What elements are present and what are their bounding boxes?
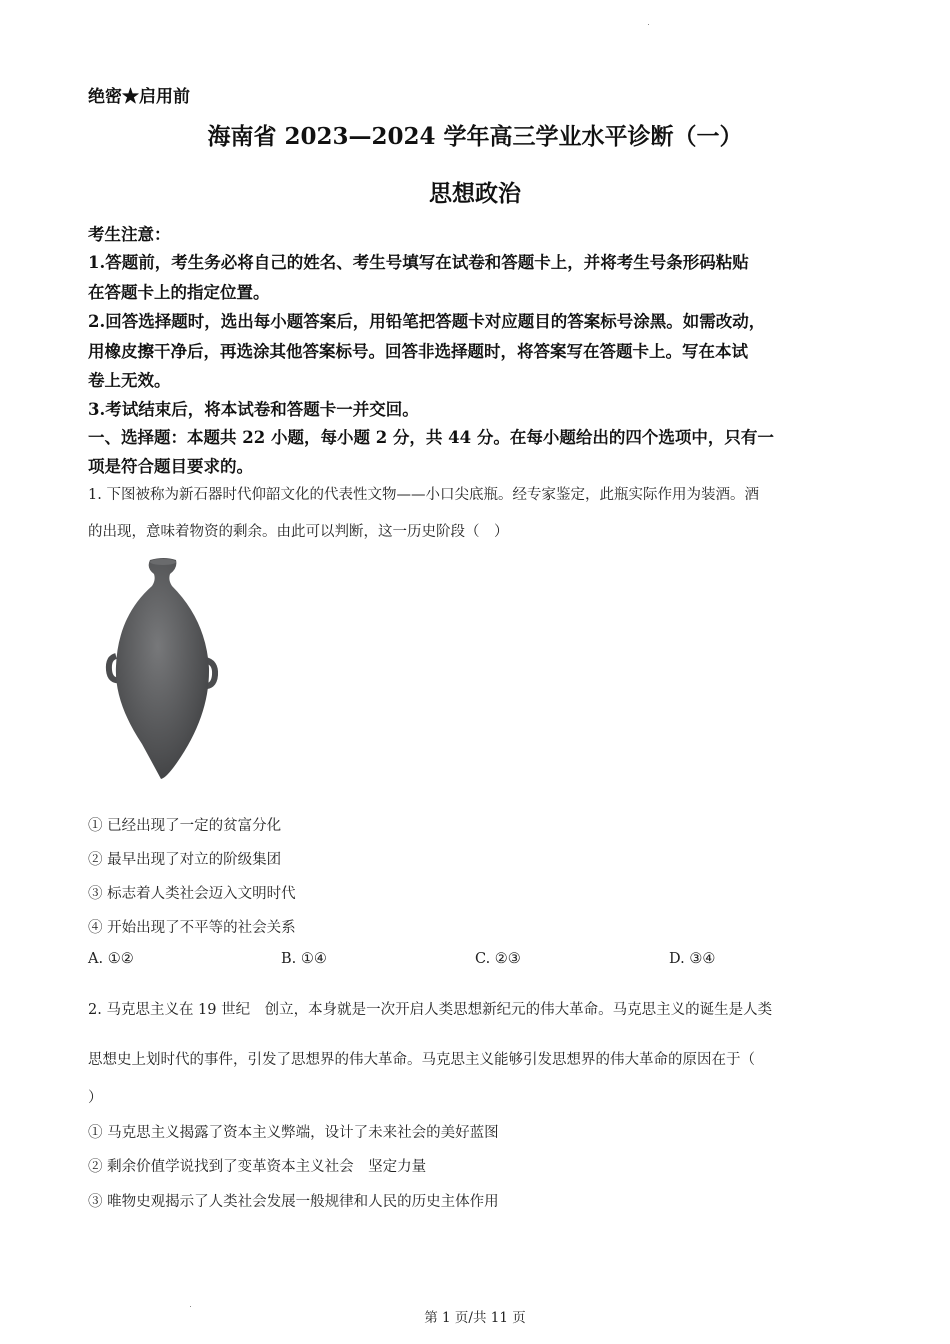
notice-line: 卷上无效。 <box>88 371 171 390</box>
question-1-statement: ② 最早出现了对立的阶级集团 <box>88 852 282 868</box>
question-1-choice-c[interactable]: C. ②③ <box>475 951 521 967</box>
question-1-statement: ③ 标志着人类社会迈入文明时代 <box>88 886 296 902</box>
section-heading: 项是符合题目要求的。 <box>88 457 253 476</box>
question-2-stem: 思想史上划时代的事件，引发了思想界的伟大革命。马克思主义能够引发思想界的伟大革命的原因在于（ <box>88 1052 755 1068</box>
notice-line: 用橡皮擦干净后，再选涂其他答案标号。回答非选择题时，将答案写在答题卡上。写在本试 <box>88 342 748 361</box>
question-1-choice-d[interactable]: D. ③④ <box>669 951 716 967</box>
question-1-stem: 的出现，意味着物资的剩余。由此可以判断，这一历史阶段（ ） <box>88 524 509 540</box>
question-1-statement: ① 已经出现了一定的贫富分化 <box>88 818 282 834</box>
question-2-statement: ③ 唯物史观揭示了人类社会发展一般规律和人民的历史主体作用 <box>88 1194 499 1210</box>
question-2-statement: ① 马克思主义揭露了资本主义弊端，设计了未来社会的美好蓝图 <box>88 1125 499 1141</box>
question-1-choice-b[interactable]: B. ①④ <box>281 951 327 967</box>
confidential-label: 绝密★启用前 <box>88 87 190 107</box>
notice-line: 2.回答选择题时，选出每小题答案后，用铅笔把答题卡对应题目的答案标号涂黑。如需改动， <box>88 312 766 331</box>
exam-title: 海南省 2023—2024 学年高三学业水平诊断（一） <box>207 123 743 150</box>
question-1-stem: 1. 下图被称为新石器时代仰韶文化的代表性文物——小口尖底瓶。经专家鉴定，此瓶实际作用为装酒。酒 <box>88 487 759 503</box>
question-1-statement: ④ 开始出现了不平等的社会关系 <box>88 920 296 936</box>
question-2-stem: 2. 马克思主义在 19 世纪 创立，本身就是一次开启人类思想新纪元的伟大革命。马克思主义的诞生是人类 <box>88 1002 773 1018</box>
notice-heading: 考生注意： <box>88 225 171 244</box>
scan-speck <box>648 24 649 25</box>
notice-line: 在答题卡上的指定位置。 <box>88 283 270 302</box>
page-number: 第 1 页/共 11 页 <box>424 1310 526 1326</box>
section-heading: 一、选择题：本题共 22 小题，每小题 2 分，共 44 分。在每小题给出的四个选项中，只有一 <box>88 428 774 447</box>
notice-line: 1.答题前，考生务必将自己的姓名、考生号填写在试卷和答题卡上，并将考生号条形码粘贴 <box>88 253 749 272</box>
subject-title: 思想政治 <box>429 180 521 207</box>
pottery-bottle-image <box>104 556 224 782</box>
question-2-stem: ） <box>88 1090 103 1106</box>
question-1-choice-a[interactable]: A. ①② <box>88 951 134 967</box>
question-2-statement: ② 剩余价值学说找到了变革资本主义社会 坚定力量 <box>88 1159 427 1175</box>
notice-line: 3.考试结束后，将本试卷和答题卡一并交回。 <box>88 400 419 419</box>
